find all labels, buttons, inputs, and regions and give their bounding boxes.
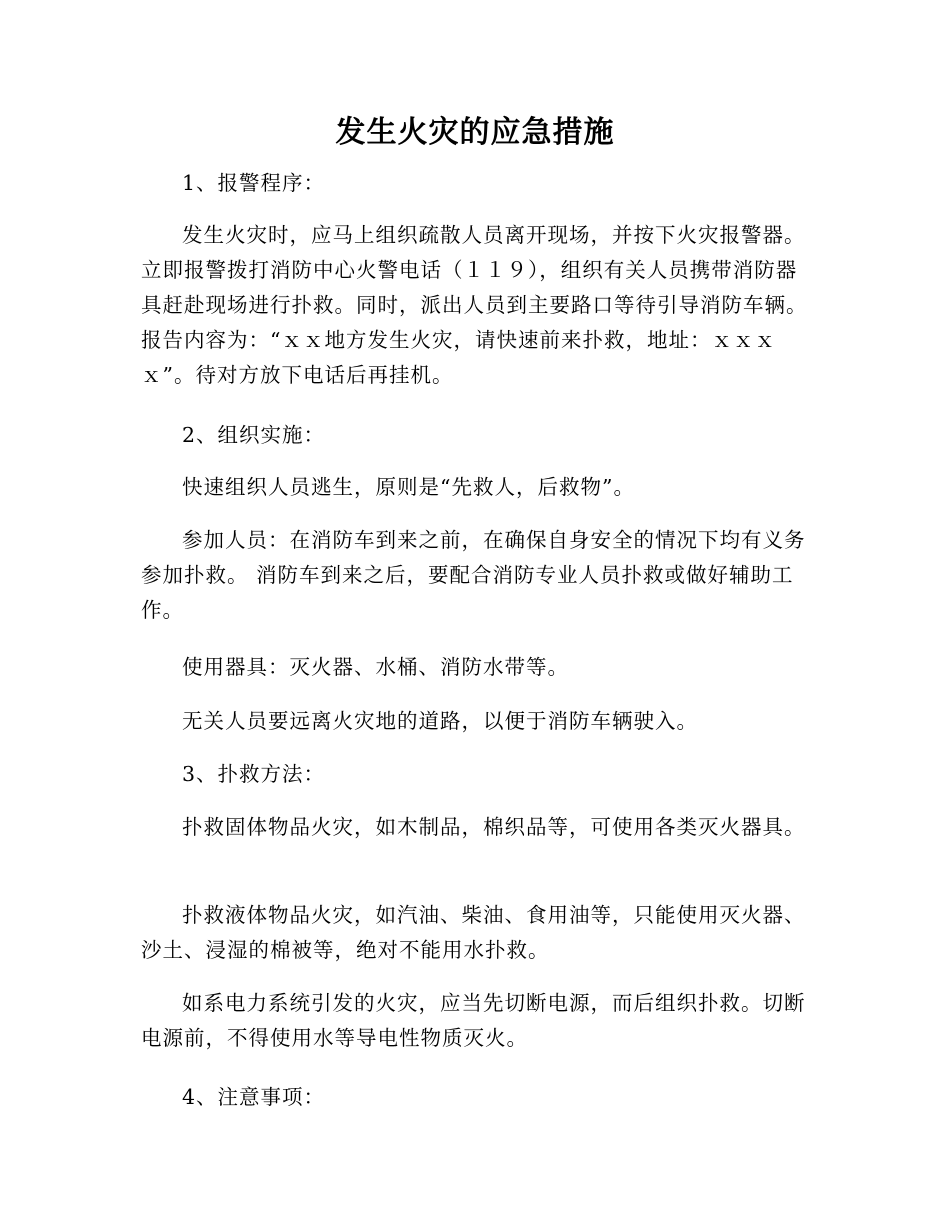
paragraph-road-clear: 无关人员要远离火灾地的道路，以便于消防车辆驶入。 bbox=[182, 709, 698, 733]
section-heading-methods: 3、扑救方法： bbox=[182, 762, 326, 786]
paragraph-participants: 参加人员：在消防车到来之前，在确保自身安全的情况下均有义务参加扑救。 消防车到来之后，要配合消防专业人员扑救或做好辅助工作。 bbox=[141, 528, 806, 622]
section-heading-notes: 4、注意事项： bbox=[182, 1085, 326, 1109]
paragraph-liquid-fire: 扑救液体物品火灾，如汽油、柴油、食用油等，只能使用灭火器、沙土、浸湿的棉被等，绝对不能用水扑救。 bbox=[141, 903, 806, 962]
document-title: 发生火灾的应急措施 bbox=[335, 115, 615, 150]
paragraph-solid-fire: 扑救固体物品火灾，如木制品，棉织品等，可使用各类灭火器具。 bbox=[182, 815, 806, 839]
paragraph-evacuation: 快速组织人员逃生，原则是“先救人，后救物”。 bbox=[182, 475, 635, 499]
paragraph-electrical-fire: 如系电力系统引发的火灾，应当先切断电源，而后组织扑救。切断电源前，不得使用水等导电性物质灭火。 bbox=[141, 991, 806, 1050]
section-heading-organize: 2、组织实施： bbox=[182, 423, 326, 447]
section-heading-alarm: 1、报警程序： bbox=[182, 171, 326, 195]
paragraph-alarm-procedure: 发生火灾时，应马上组织疏散人员离开现场，并按下火灾报警器。立即报警拨打消防中心火警电话（１１９），组织有关人员携带消防器具赶赴现场进行扑救。同时，派出人员到主要路口等待引导消防车辆。报告内容为：“ｘｘ地方发生火灾，请快速前来扑救，地址：ｘｘｘｘ”。待对方放下电话后再挂机。 bbox=[141, 223, 808, 387]
paragraph-equipment: 使用器具：灭火器、水桶、消防水带等。 bbox=[182, 655, 569, 679]
